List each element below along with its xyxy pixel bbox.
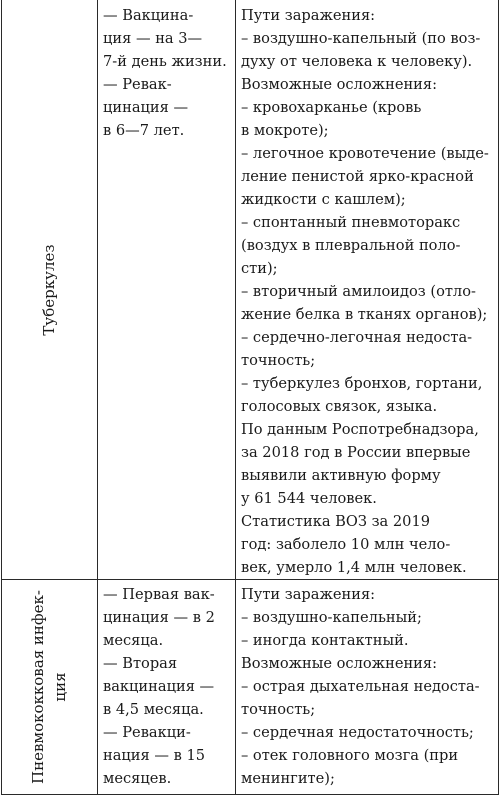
- text-line: за 2018 год в России впервые: [241, 444, 471, 461]
- text-line: ция: [50, 672, 69, 702]
- text-line: в 6—7 лет.: [103, 122, 185, 139]
- details-text: [236, 580, 498, 790]
- text-line: нация — в 15: [103, 747, 206, 764]
- text-line: точность;: [241, 352, 316, 369]
- vaccination-table: [1, 0, 499, 795]
- text-line: Возможные осложнения:: [241, 76, 438, 93]
- text-line: Пути заражения:: [241, 586, 376, 603]
- text-line: в мокроте);: [241, 122, 329, 139]
- text-line: – спонтанный пневмоторакс: [241, 214, 461, 231]
- table-row: [2, 0, 499, 580]
- text-line: — Первая вак-: [103, 586, 215, 603]
- text-line: месяца.: [103, 632, 164, 649]
- text-line: — Ревакци-: [103, 724, 191, 741]
- details-cell: [236, 0, 499, 580]
- text-line: Пути заражения:: [241, 7, 376, 24]
- text-line: – туберкулез бронхов, гортани,: [241, 375, 483, 392]
- disease-name: [28, 590, 72, 784]
- disease-cell: [2, 580, 98, 795]
- text-line: (воздух в плевральной поло-: [241, 237, 461, 254]
- text-line: ление пенистой ярко-красной: [241, 168, 474, 185]
- text-line: точность;: [241, 701, 316, 718]
- text-line: голосовых связок, языка.: [241, 398, 438, 415]
- text-line: 7-й день жизни.: [103, 53, 227, 70]
- schedule-cell: [98, 0, 236, 580]
- text-line: духу от человека к человеку).: [241, 53, 473, 70]
- text-line: – воздушно-капельный;: [241, 609, 422, 626]
- disease-cell: [2, 0, 98, 580]
- table-row: [2, 580, 499, 795]
- disease-name: [39, 244, 61, 335]
- text-line: вакцинация —: [103, 678, 215, 695]
- text-line: Туберкулез: [39, 243, 58, 336]
- text-line: цинация — в 2: [103, 609, 215, 626]
- text-line: – воздушно-капельный (по воз-: [241, 30, 481, 47]
- text-line: – кровохарканье (кровь: [241, 99, 422, 116]
- text-line: Возможные осложнения:: [241, 655, 438, 672]
- text-line: век, умерло 1,4 млн человек.: [241, 559, 467, 576]
- text-line: выявили активную форму: [241, 467, 441, 484]
- text-line: жидкости с кашлем);: [241, 191, 406, 208]
- schedule-cell: [98, 580, 236, 795]
- text-line: – отек головного мозга (при: [241, 747, 459, 764]
- schedule-text: [98, 0, 235, 142]
- text-line: – сердечно-легочная недоста-: [241, 329, 473, 346]
- text-line: год: заболело 10 млн чело-: [241, 536, 451, 553]
- details-cell: [236, 580, 499, 795]
- text-line: у 61 544 человек.: [241, 490, 377, 507]
- text-line: цинация —: [103, 99, 189, 116]
- details-text: [236, 0, 498, 579]
- text-line: Пневмококковая инфек-: [28, 590, 47, 784]
- text-line: — Ревак-: [103, 76, 172, 93]
- text-line: в 4,5 месяца.: [103, 701, 204, 718]
- text-line: – вторичный амилоидоз (отло-: [241, 283, 476, 300]
- text-line: — Вторая: [103, 655, 178, 672]
- text-line: – сердечная недостаточность;: [241, 724, 474, 741]
- text-line: – иногда контактный.: [241, 632, 409, 649]
- text-line: — Вакцина-: [103, 7, 194, 24]
- text-line: – острая дыхательная недоста-: [241, 678, 480, 695]
- text-line: По данным Роспотребнадзора,: [241, 421, 479, 438]
- text-line: месяцев.: [103, 770, 172, 787]
- schedule-text: [98, 580, 235, 790]
- text-line: Статистика ВОЗ за 2019: [241, 513, 431, 530]
- text-line: ция — на 3—: [103, 30, 203, 47]
- text-line: – легочное кровотечение (выде-: [241, 145, 489, 162]
- text-line: жение белка в тканях органов);: [241, 306, 488, 323]
- text-line: менингите);: [241, 770, 335, 787]
- text-line: сти);: [241, 260, 278, 277]
